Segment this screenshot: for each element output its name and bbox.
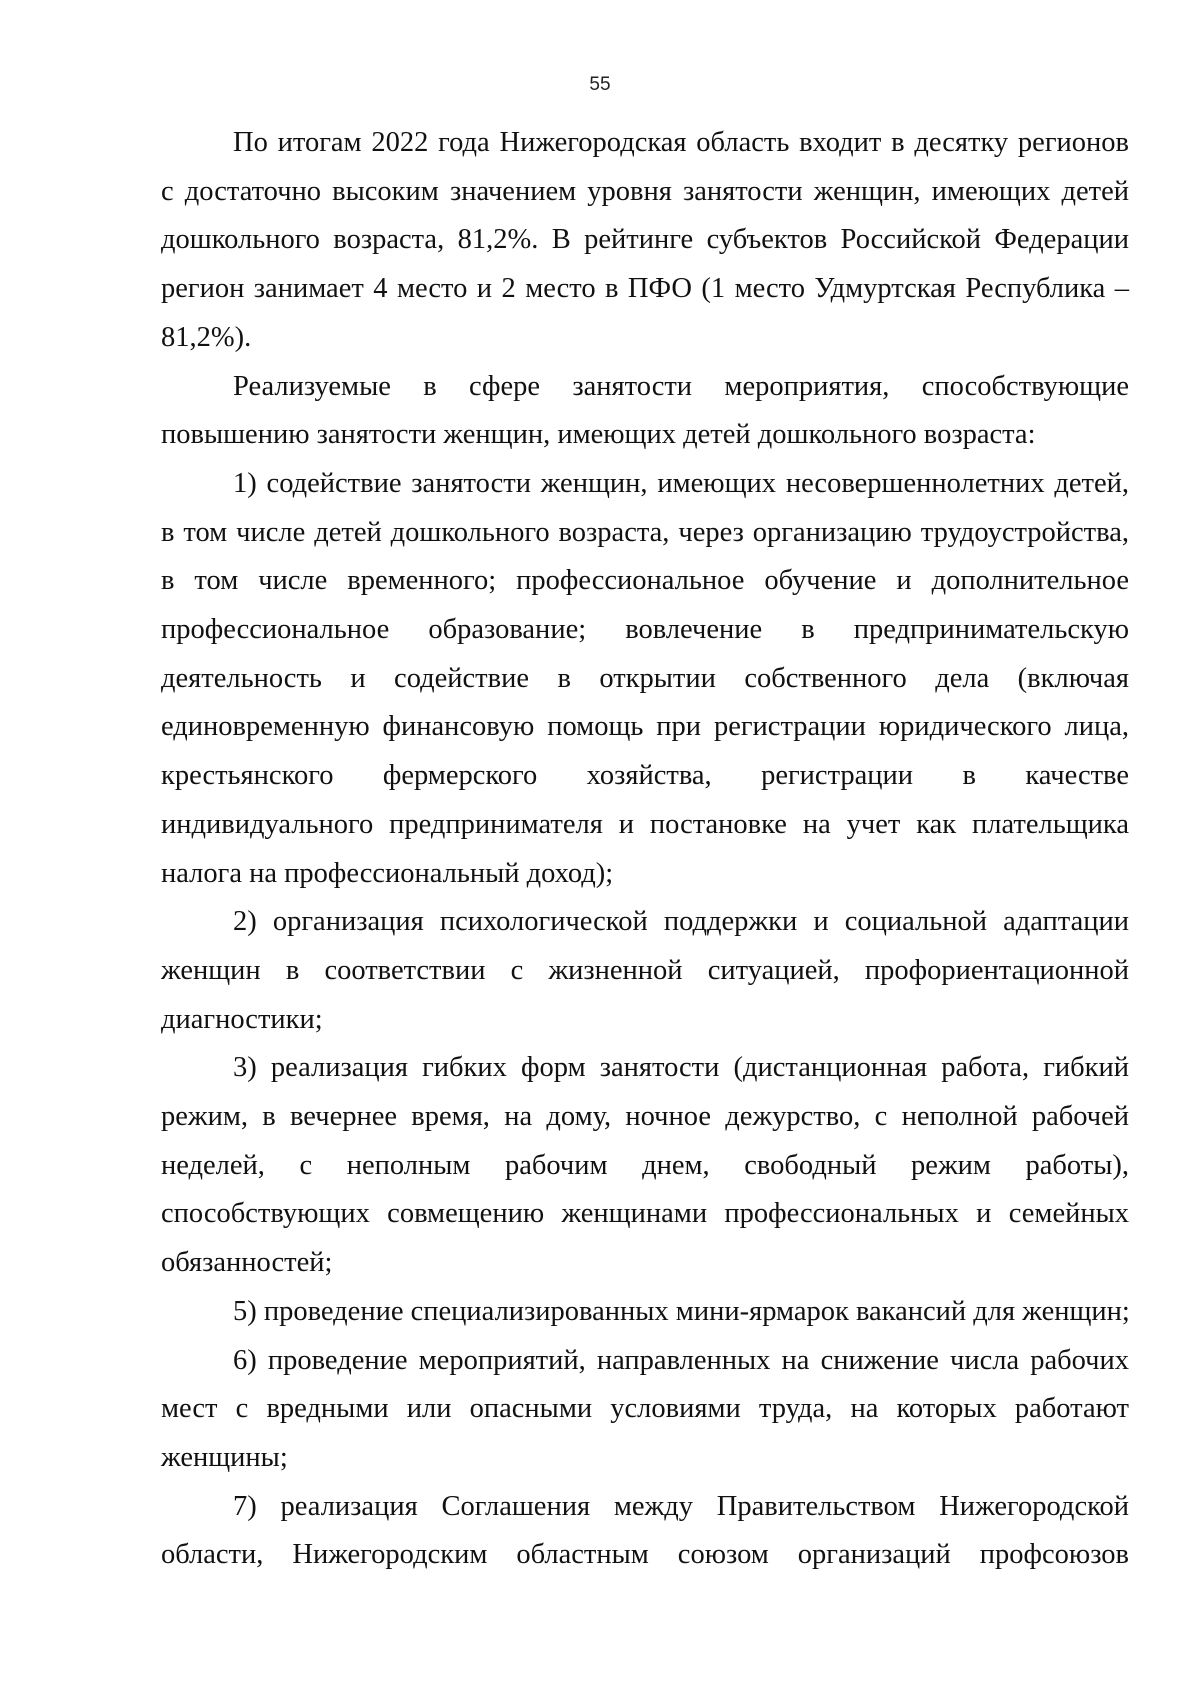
text-line: 6) проведение мероприятий, направленных на снижение числа рабочих — [233, 1344, 1129, 1376]
text-line: индивидуального предпринимателя и постановке на учет как плательщика — [161, 808, 1129, 840]
text-line: 5) проведение специализированных мини-ярмарок вакансий для женщин; — [233, 1295, 1130, 1327]
text-line: в том числе детей дошкольного возраста, через организацию трудоустройства, — [161, 516, 1129, 548]
text-line: крестьянского фермерского хозяйства, регистрации в качестве — [161, 760, 1129, 792]
paragraph-item-6 — [161, 1337, 1129, 1483]
text-line: обязанностей; — [161, 1247, 333, 1279]
paragraph-item-7 — [161, 1483, 1129, 1580]
paragraph-item-5 — [161, 1288, 1129, 1337]
text-line: деятельность и содействие в открытии собственного дела (включая — [161, 662, 1129, 694]
text-line: женщин в соответствии с жизненной ситуацией, профориентационной — [161, 954, 1129, 986]
text-line: диагностики; — [161, 1003, 323, 1035]
paragraph-item-3 — [161, 1044, 1129, 1288]
text-line: 7) реализация Соглашения между Правительством Нижегородской — [233, 1490, 1129, 1522]
text-line: 81,2%). — [161, 321, 252, 353]
paragraph-item-1 — [161, 460, 1129, 898]
paragraph-item-2 — [161, 898, 1129, 1044]
paragraph-measures-intro — [161, 363, 1129, 460]
text-line: профессиональное образование; вовлечение в предпринимательскую — [161, 614, 1129, 646]
text-line: с достаточно высоким значением уровня занятости женщин, имеющих детей — [161, 175, 1129, 207]
text-line: 1) содействие занятости женщин, имеющих несовершеннолетних детей, — [233, 467, 1129, 499]
text-line: Реализуемые в сфере занятости мероприятия, способствующие — [233, 370, 1129, 402]
text-line: неделей, с неполным рабочим днем, свободный режим работы), — [161, 1149, 1129, 1181]
text-line: налога на профессиональный доход); — [161, 857, 614, 889]
page-number: 55 — [589, 74, 611, 95]
text-line: дошкольного возраста, 81,2%. В рейтинге субъектов Российской Федерации — [161, 224, 1129, 256]
text-line: мест с вредными или опасными условиями труда, на которых работают — [161, 1393, 1129, 1425]
text-line: способствующих совмещению женщинами профессиональных и семейных — [161, 1198, 1129, 1230]
document-body — [161, 119, 1129, 1580]
text-line: единовременную финансовую помощь при регистрации юридического лица, — [161, 711, 1129, 743]
text-line: регион занимает 4 место и 2 место в ПФО (1 место Удмуртская Республика – — [161, 273, 1129, 305]
text-line: повышению занятости женщин, имеющих детей дошкольного возраста: — [161, 419, 1036, 451]
text-line: По итогам 2022 года Нижегородская область входит в десятку регионов — [233, 127, 1129, 158]
text-line: режим, в вечернее время, на дому, ночное дежурство, с неполной рабочей — [161, 1101, 1129, 1133]
text-line: области, Нижегородским областным союзом организаций профсоюзов — [161, 1539, 1129, 1571]
text-line: в том числе временного; профессиональное обучение и дополнительное — [161, 565, 1129, 597]
paragraph-intro — [161, 119, 1129, 363]
text-line: 2) организация психологической поддержки и социальной адаптации — [233, 906, 1129, 938]
text-line: 3) реализация гибких форм занятости (дистанционная работа, гибкий — [233, 1052, 1129, 1084]
text-line: женщины; — [161, 1441, 288, 1473]
